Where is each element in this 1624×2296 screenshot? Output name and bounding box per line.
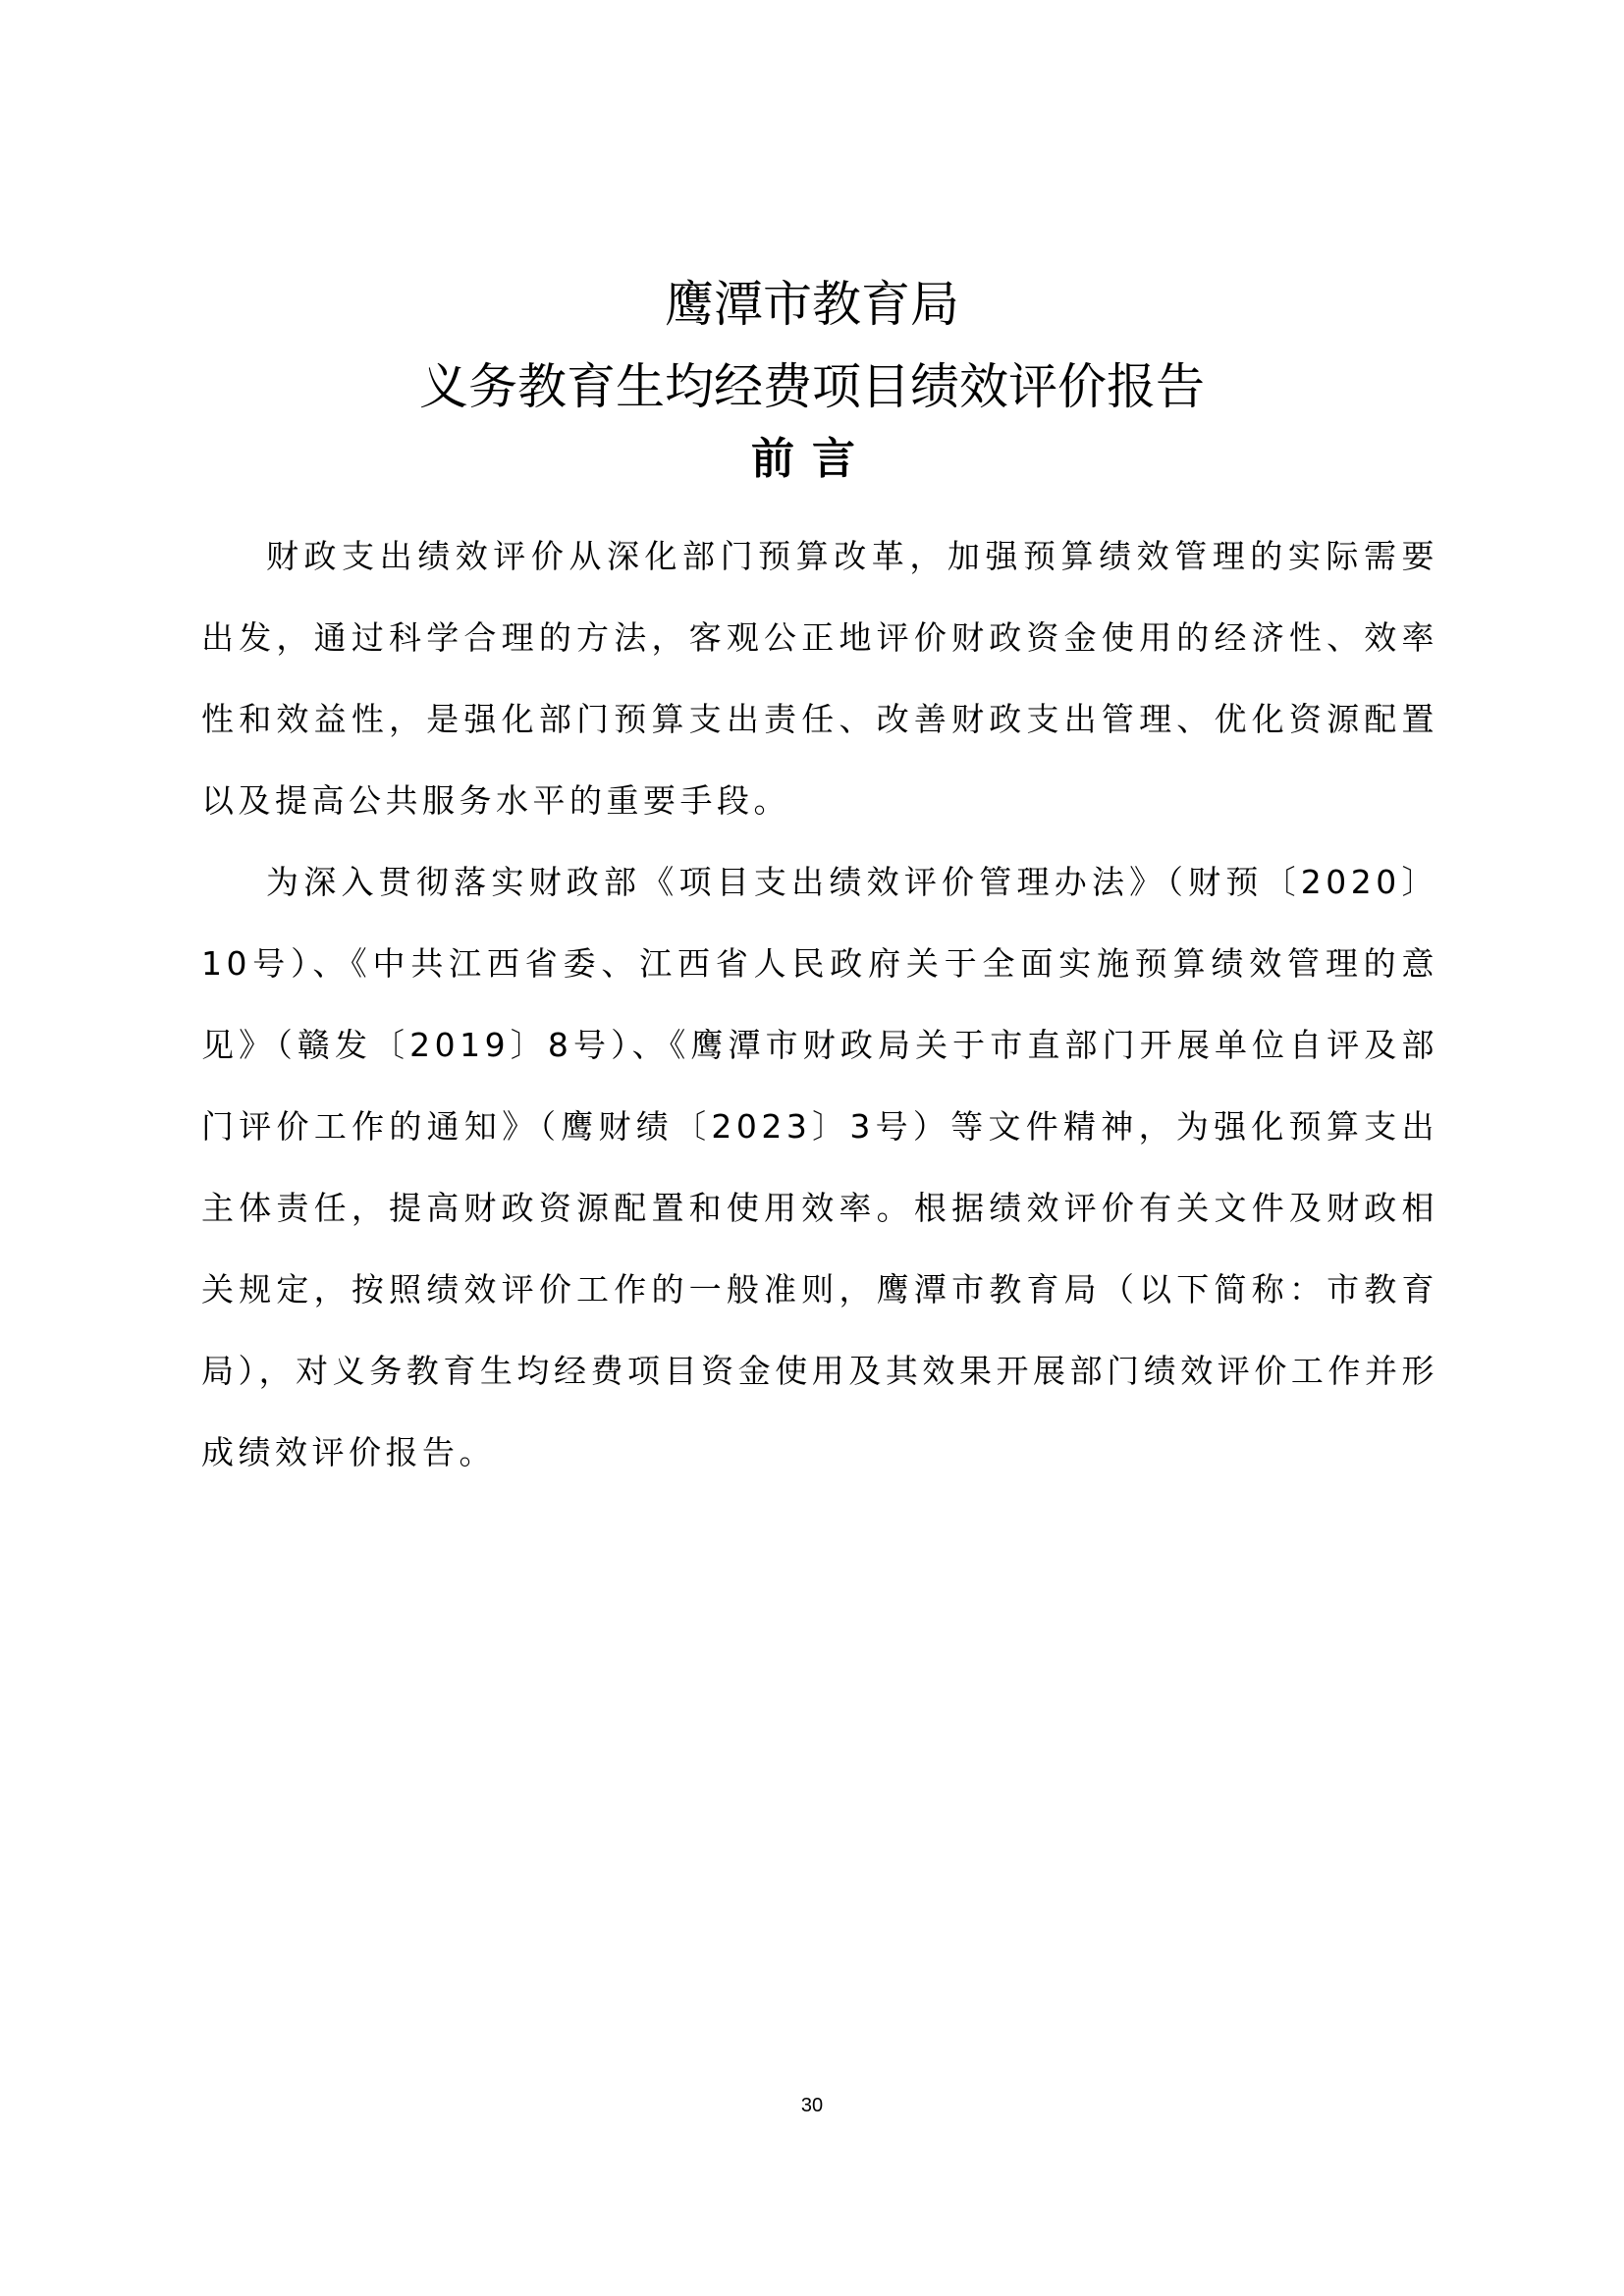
title-block — [0, 263, 1624, 428]
paragraph-1: 财政支出绩效评价从深化部门预算改革，加强预算绩效管理的实际需要出发，通过科学合理的方法，客观公正地评价财政资金使用的经济性、效率性和效益性，是强化部门预算支出责任、改善财政支出管理、优化资源配置以及提高公共服务水平的重要手段。 — [201, 537, 1438, 820]
page-number: 30 — [800, 2095, 824, 2116]
body-text — [201, 515, 1438, 1493]
paragraph-2: 为深入贯彻落实财政部《项目支出绩效评价管理办法》（财预〔2020〕10号）、《中共江西省委、江西省人民政府关于全面实施预算绩效管理的意见》（赣发〔2019〕8号）、《鹰潭市财政局关于市直部门开展单位自评及部门评价工作的通知》（鹰财绩〔2023〕3号）等文件精神，为强化预算支出主体责任，提高财政资源配置和使用效率。根据绩效评价有关文件及财政相关规定，按照绩效评价工作的一般准则，鹰潭市教育局（以下简称：市教育局），对义务教育生均经费项目资金使用及其效果开展部门绩效评价工作并形成绩效评价报告。 — [201, 863, 1438, 1471]
document-title-line-1: 鹰潭市教育局 — [665, 276, 959, 333]
document-title-line-2: 义务教育生均经费项目绩效评价报告 — [419, 358, 1205, 415]
preface-heading: 前言 — [751, 434, 873, 484]
